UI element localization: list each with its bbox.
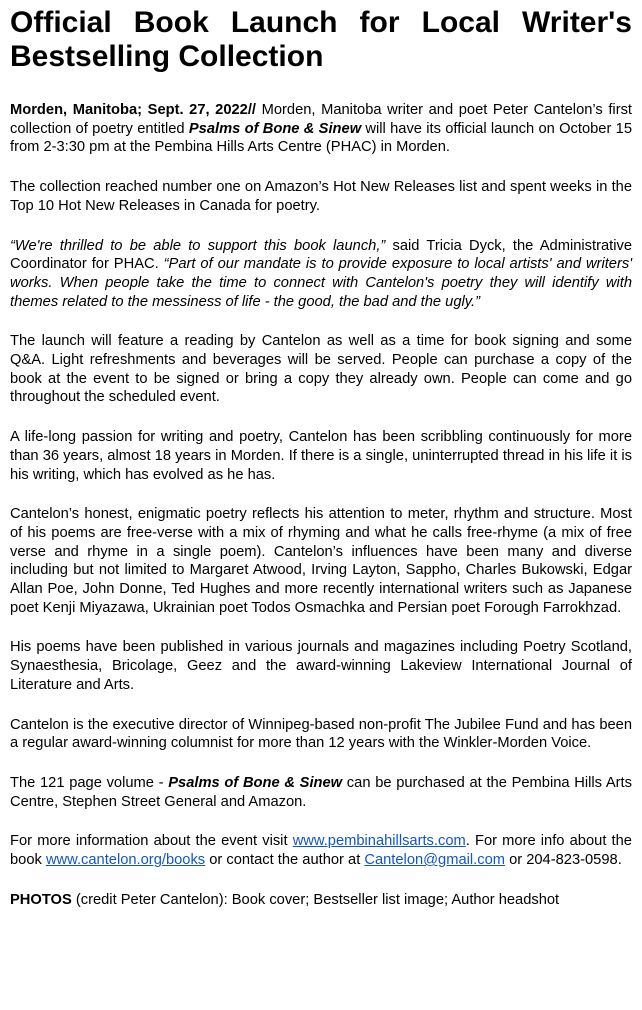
text-segment: . For more info about the book: [10, 833, 632, 869]
paragraph-event-details: [10, 332, 632, 407]
text-segment: The collection reached number one on Amazon’s Hot New Releases list and spent weeks in the Top 10 Hot New Releases in Canada for poetry.: [10, 179, 632, 214]
paragraph-photos: [10, 891, 632, 910]
paragraph-writing-passion: [10, 428, 632, 484]
text-segment: Cantelon is the executive director of Winnipeg-based non-profit The Jubilee Fund and has been a regular award-winning columnist for more than 12 years with the Winkler-Morden Voice.: [10, 716, 632, 752]
text-segment: The 121 page volume -: [10, 774, 169, 791]
paragraph-purchase-info: [10, 774, 632, 811]
text-segment: (credit Peter Cantelon): Book cover; Bestseller list image; Author headshot: [71, 891, 560, 908]
text-segment: or contact the author at: [205, 852, 365, 869]
text-segment: A life-long passion for writing and poetry, Cantelon has been scribbling continuously for more than 36 years, almost 18 years in Morden. If there is a single, uninterrupted thread in his life it is his writing, which has evolved as he has.: [10, 429, 632, 483]
text-segment: Morden, Manitoba writer and poet Peter Cantelon’s first collection of poetry entitled: [10, 102, 633, 137]
text-segment: Cantelon’s honest, enigmatic poetry reflects his attention to meter, rhythm and structure. Most of his poems are free-verse with a mix of rhyming and what he calls free-rhyme (a mix of free verse and rhyme in a single poem). Cantelon’s influences have been many and diverse including but not limited to Margaret Atwood, Irving Layton, Sappho, Charles Bukowski, Edgar Allan Poe, John Donne, Ted Hughes and more recently international writers such as Japanese poet Kenji Miyazawa, Ukrainian poet Todos Osmachka and Persian poet Forough Farrokhzad.: [10, 506, 632, 616]
text-segment: Psalms of Bone & Sinew: [188, 120, 362, 137]
text-segment: For more information about the event visit: [10, 833, 293, 850]
link-author-email[interactable]: Cantelon@gmail.com: [364, 852, 505, 869]
text-segment: “Part of our mandate is to provide exposure to local artists' and writers' works. When people take the time to connect with Cantelon's poetry they will identify with themes related to the messiness of life - the good, the bad and the ugly.”: [10, 256, 632, 310]
text-segment: will have its official launch on October 15 from 2-3:30 pm at the Pembina Hills Arts Centre (PHAC) in Morden.: [10, 120, 632, 156]
press-release-body: [10, 101, 632, 910]
paragraph-quote: [10, 237, 632, 312]
text-segment: said Tricia Dyck, the Administrative Coordinator for PHAC.: [10, 237, 632, 273]
text-segment: PHOTOS: [10, 891, 72, 908]
link-pembinahillsarts[interactable]: www.pembinahillsarts.com: [292, 833, 466, 850]
paragraph-bio: [10, 716, 632, 753]
text-segment: Morden, Manitoba; Sept. 27, 2022//: [10, 102, 257, 118]
page-title: Official Book Launch for Local Writer's Bestselling Collection: [10, 6, 632, 73]
text-segment: The launch will feature a reading by Cantelon as well as a time for book signing and some Q&A. Light refreshments and beverages will be served. People can purchase a copy of the book at the event to be signed or bring a copy they already own. People can come and go throughout the scheduled event.: [10, 333, 632, 406]
text-segment: or 204-823-0598.: [505, 852, 622, 869]
paragraph-contact: [10, 832, 632, 869]
paragraph-publications: [10, 638, 632, 694]
text-segment: Psalms of Bone & Sinew: [168, 774, 343, 791]
text-segment: His poems have been published in various journals and magazines including Poetry Scotland, Synaesthesia, Bricolage, Geez and the award-winning Lakeview International Journal of Literature and Arts.: [10, 639, 632, 693]
text-segment: can be purchased at the Pembina Hills Arts Centre, Stephen Street General and Amazon.: [10, 774, 632, 810]
text-segment: “We're thrilled to be able to support this book launch,”: [10, 237, 386, 254]
link-cantelon-books[interactable]: www.cantelon.org/books: [45, 852, 206, 869]
paragraph-dateline: [10, 101, 632, 157]
paragraph-influences: [10, 505, 632, 617]
paragraph-amazon-ranking: [10, 178, 632, 215]
